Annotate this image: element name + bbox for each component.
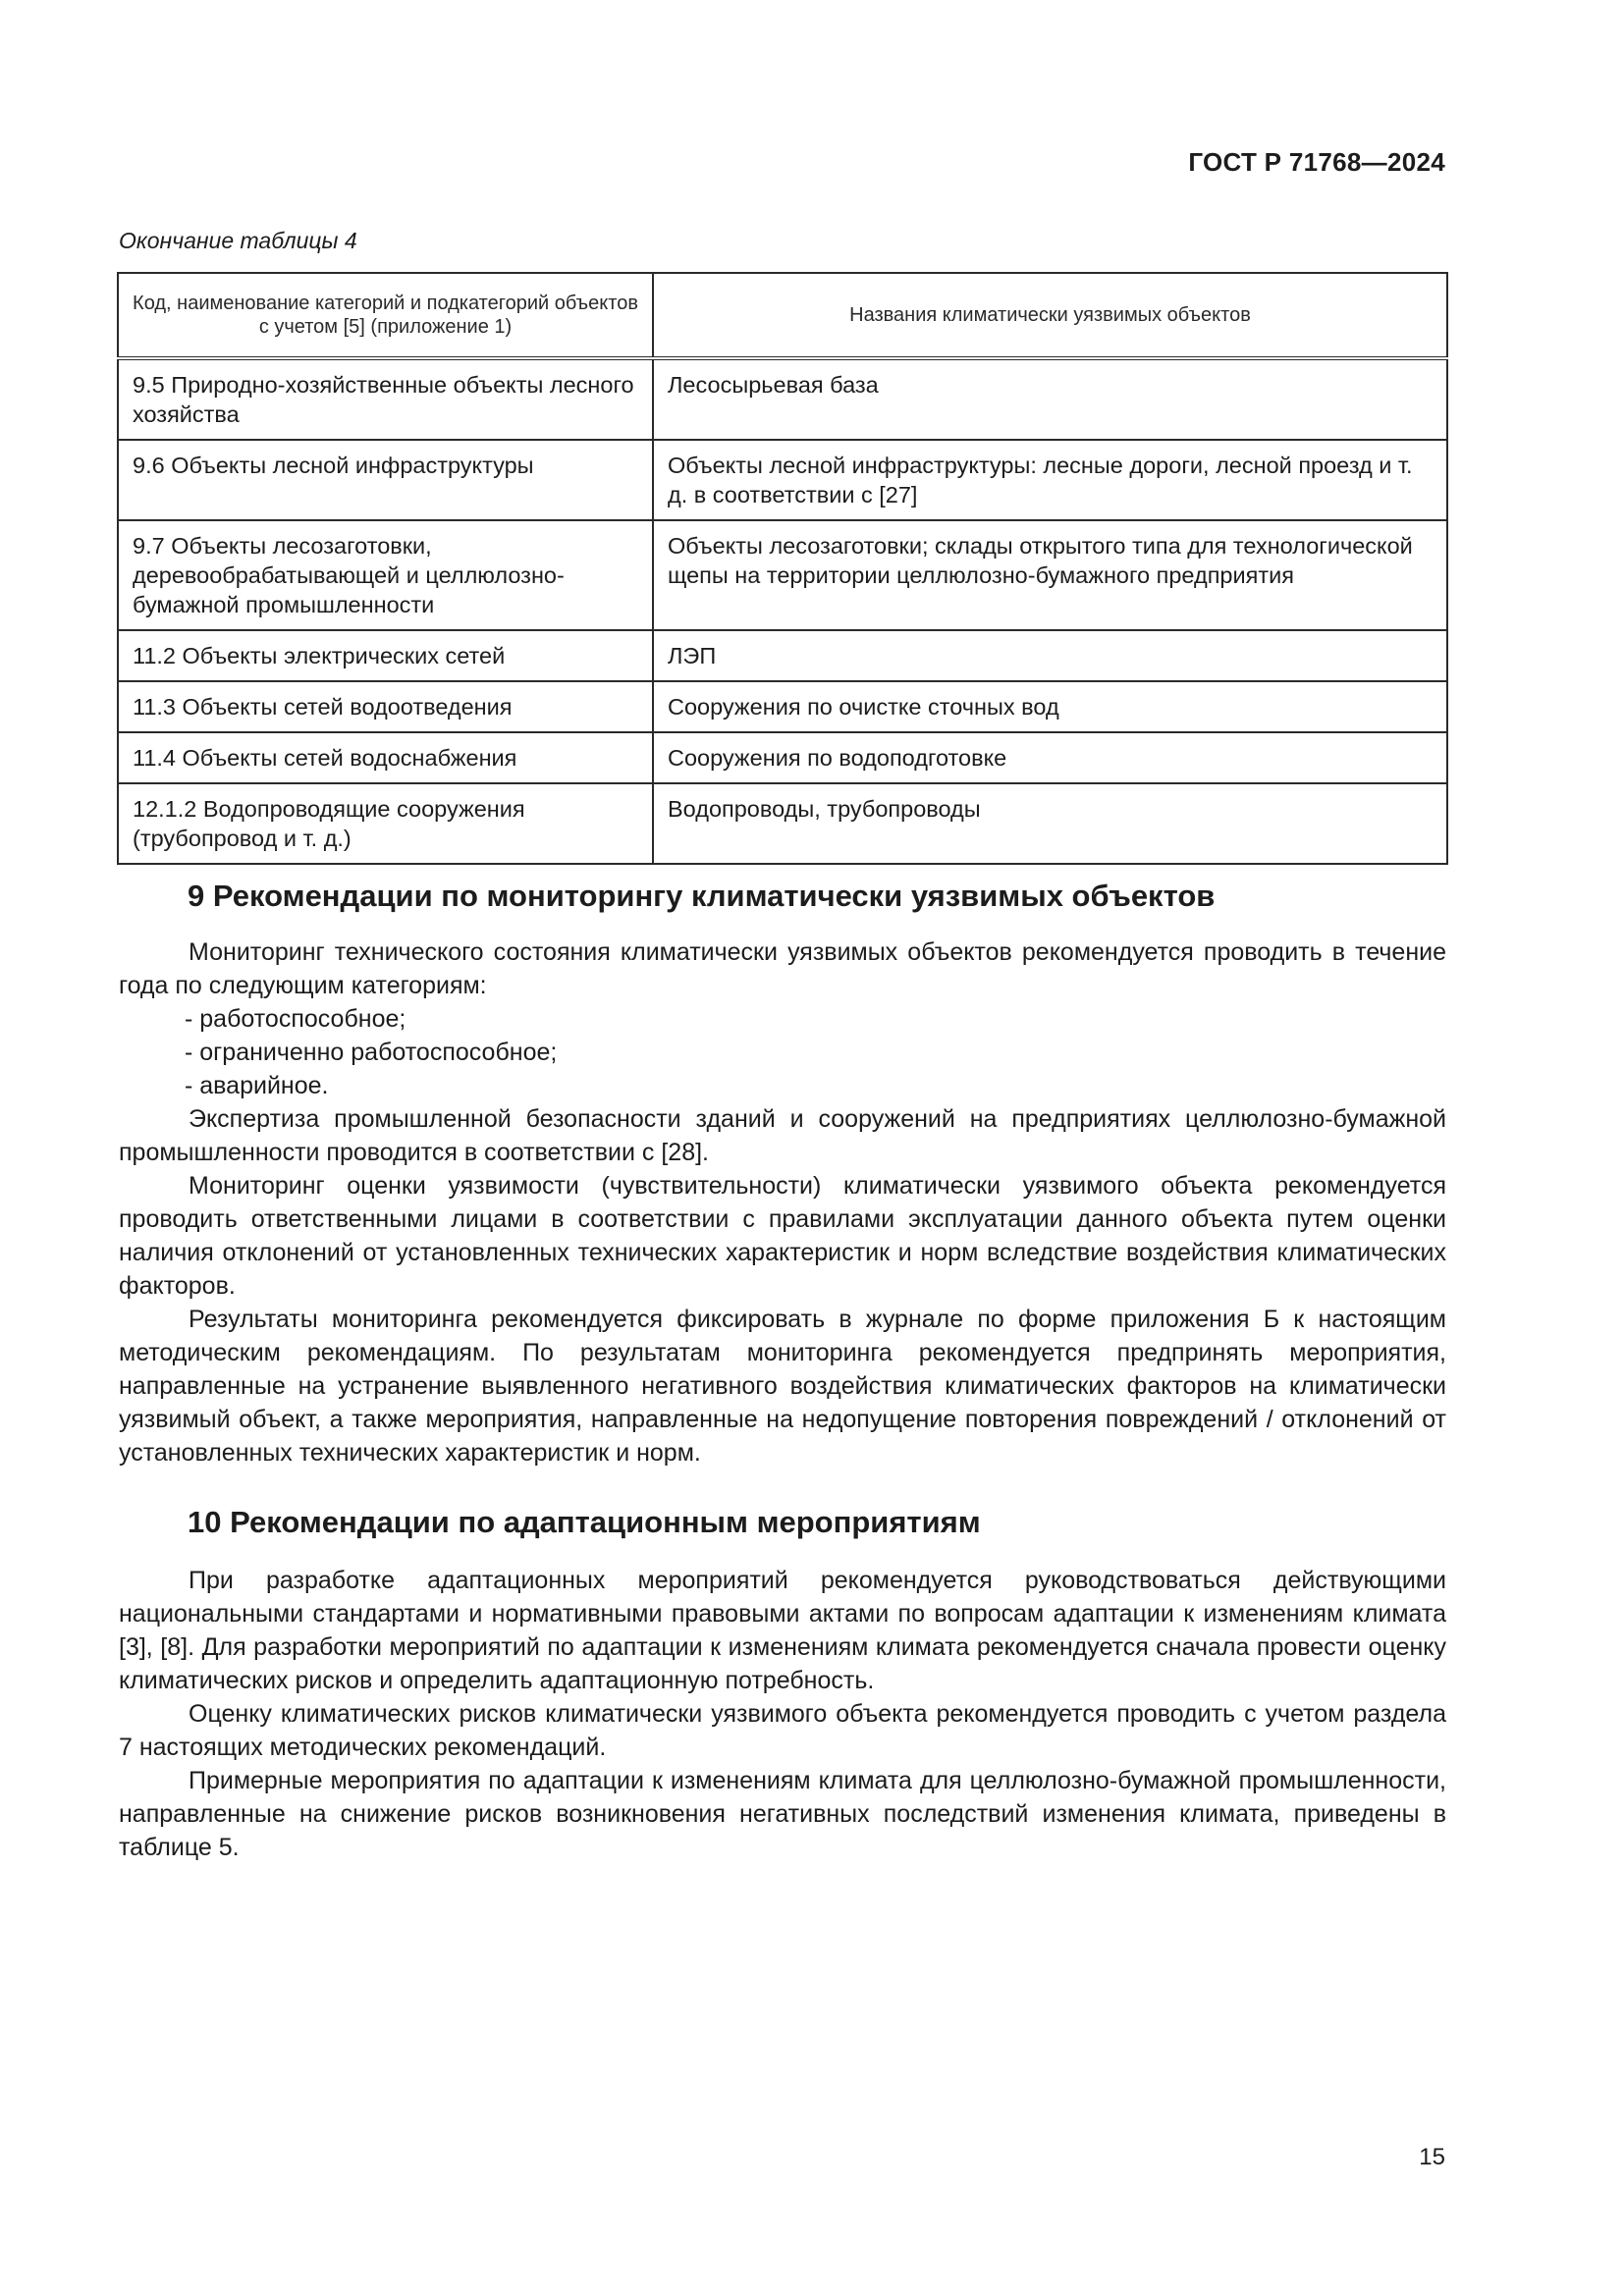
section-10	[119, 1505, 1446, 1864]
section-9	[119, 879, 1446, 1469]
table-cell-objects: Водопроводы, трубопроводы	[653, 783, 1447, 864]
table-cell-category: 12.1.2 Водопроводящие сооружения (трубопровод и т. д.)	[118, 783, 653, 864]
section-10-paragraph: Примерные мероприятия по адаптации к изменениям климата для целлюлозно-бумажной промышленности, направленные на снижение рисков возникновения негативных последствий изменения климата, приведены в таблице 5.	[119, 1767, 1446, 1861]
table-cell-category: 9.7 Объекты лесозаготовки, деревообрабатывающей и целлюлозно-бумажной промышленности	[118, 520, 653, 630]
page-number: 15	[1419, 2144, 1445, 2170]
table-row	[118, 783, 1447, 864]
list-item: - ограниченно работоспособное;	[185, 1039, 558, 1066]
column-header-objects: Названия климатически уязвимых объектов	[653, 273, 1447, 358]
document-code: ГОСТ Р 71768—2024	[1188, 147, 1445, 177]
list-item: - работоспособное;	[185, 1005, 406, 1033]
objects-table	[117, 272, 1448, 865]
section-9-paragraph: Результаты мониторинга рекомендуется фиксировать в журнале по форме приложения Б к настоящим методическим рекомендациям. По результатам мониторинга рекомендуется предпринять мероприятия, направленные на устранение выявленного негативного воздействия климатических факторов на климатически уязвимый объект, а также мероприятия, направленные на недопущение повторения повреждений / отклонений от установленных технических характеристик и норм.	[119, 1306, 1446, 1467]
table-row	[118, 681, 1447, 732]
section-9-paragraph: Мониторинг оценки уязвимости (чувствительности) климатически уязвимого объекта рекомендуется проводить ответственными лицами в соответствии с правилами эксплуатации данного объекта путем оценки наличия отклонений от установленных технических характеристик и норм вследствие воздействия климатических факторов.	[119, 1172, 1446, 1300]
table-row	[118, 732, 1447, 783]
section-9-paragraph: Экспертиза промышленной безопасности зданий и сооружений на предприятиях целлюлозно-бумажной промышленности проводится в соответствии с [28].	[119, 1105, 1446, 1166]
section-10-paragraph: При разработке адаптационных мероприятий рекомендуется руководствоваться действующими национальными стандартами и нормативными правовыми актами по вопросам адаптации к изменениям климата [3], [8]. Для разработки мероприятий по адаптации к изменениям климата рекомендуется сначала провести оценку климатических рисков и определить адаптационную потребность.	[119, 1567, 1446, 1694]
table-cell-objects: Лесосырьевая база	[653, 358, 1447, 440]
section-9-title: 9 Рекомендации по мониторингу климатически уязвимых объектов	[188, 879, 1216, 913]
section-10-paragraph: Оценку климатических рисков климатически уязвимого объекта рекомендуется проводить с учетом раздела 7 настоящих методических рекомендаций.	[119, 1700, 1446, 1761]
table-cell-objects: Сооружения по водоподготовке	[653, 732, 1447, 783]
table-cell-objects: ЛЭП	[653, 630, 1447, 681]
list-item: - аварийное.	[185, 1072, 329, 1099]
table-cell-category: 9.6 Объекты лесной инфраструктуры	[118, 440, 653, 520]
section-10-title: 10 Рекомендации по адаптационным мероприятиям	[188, 1505, 981, 1539]
column-header-category: Код, наименование категорий и подкатегорий объектов с учетом [5] (приложение 1)	[118, 273, 653, 358]
table-row	[118, 520, 1447, 630]
table-row	[118, 440, 1447, 520]
table-cell-objects: Сооружения по очистке сточных вод	[653, 681, 1447, 732]
table-header-row	[118, 273, 1447, 358]
table-cell-category: 11.4 Объекты сетей водоснабжения	[118, 732, 653, 783]
section-9-intro: Мониторинг технического состояния климатически уязвимых объектов рекомендуется проводить в течение года по следующим категориям:	[119, 938, 1446, 999]
table-row	[118, 358, 1447, 440]
table-cell-category: 9.5 Природно-хозяйственные объекты лесного хозяйства	[118, 358, 653, 440]
table-caption: Окончание таблицы 4	[119, 228, 357, 253]
table-cell-category: 11.2 Объекты электрических сетей	[118, 630, 653, 681]
table-row	[118, 630, 1447, 681]
table-cell-category: 11.3 Объекты сетей водоотведения	[118, 681, 653, 732]
table-cell-objects: Объекты лесозаготовки; склады открытого типа для технологической щепы на территории целлюлозно-бумажного предприятия	[653, 520, 1447, 630]
table-cell-objects: Объекты лесной инфраструктуры: лесные дороги, лесной проезд и т. д. в соответствии с [27]	[653, 440, 1447, 520]
condition-list	[119, 1002, 1446, 1102]
